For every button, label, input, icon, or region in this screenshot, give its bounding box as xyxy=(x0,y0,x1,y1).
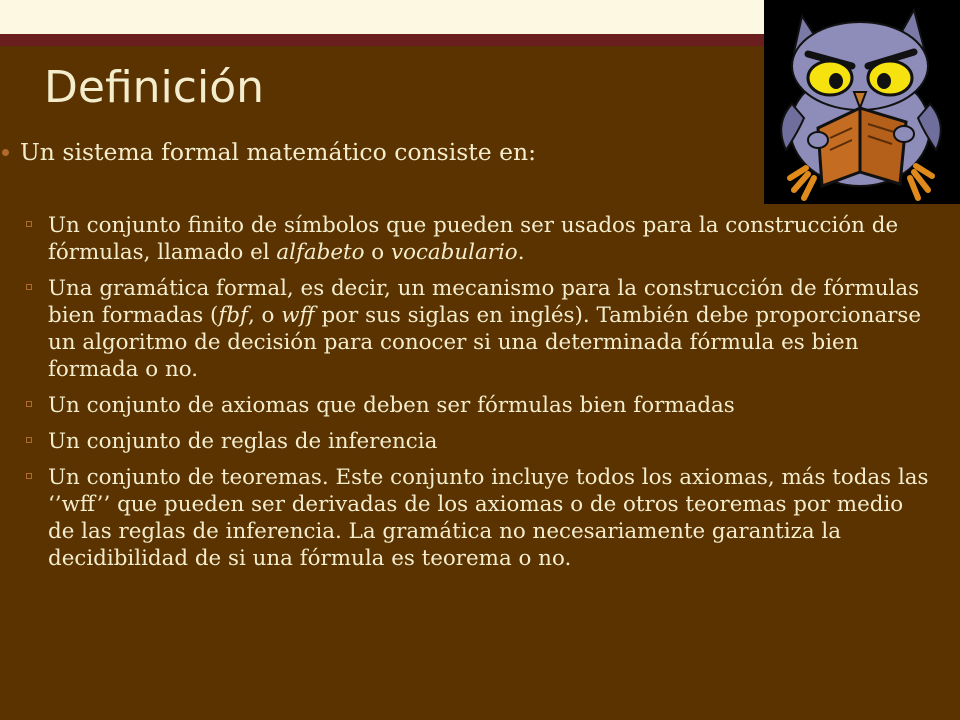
square-bullet-icon xyxy=(26,401,32,407)
bullet-dot-icon xyxy=(2,149,9,156)
square-bullet-icon xyxy=(26,437,32,443)
list-item: Un conjunto de axiomas que deben ser fórmulas bien formadas xyxy=(48,392,932,419)
slide-title: Definición xyxy=(44,62,264,113)
owl-illustration xyxy=(764,0,960,204)
square-bullet-icon xyxy=(26,284,32,290)
definition-list xyxy=(48,212,932,578)
intro-text: Un sistema formal matemático consiste en: xyxy=(20,138,537,166)
list-item: Una gramática formal, es decir, un mecanismo para la construcción de fórmulas bien formadas (fbf, o wff por sus siglas en inglés). También debe proporcionarse un algoritmo de decisión para conocer si una determinada fórmula es bien formada o no. xyxy=(48,275,932,383)
list-item: Un conjunto de reglas de inferencia xyxy=(48,428,932,455)
list-item: Un conjunto de teoremas. Este conjunto incluye todos los axiomas, más todas las ‘’wff’’ que pueden ser derivadas de los axiomas o de otros teoremas por medio de las reglas de inferencia. La gramática no necesariamente garantiza la decidibilidad de si una fórmula es teorema o no. xyxy=(48,464,932,572)
owl-reading-book-icon xyxy=(764,0,960,204)
square-bullet-icon xyxy=(26,221,32,227)
square-bullet-icon xyxy=(26,473,32,479)
list-item: Un conjunto finito de símbolos que pueden ser usados para la construcción de fórmulas, llamado el alfabeto o vocabulario. xyxy=(48,212,932,266)
